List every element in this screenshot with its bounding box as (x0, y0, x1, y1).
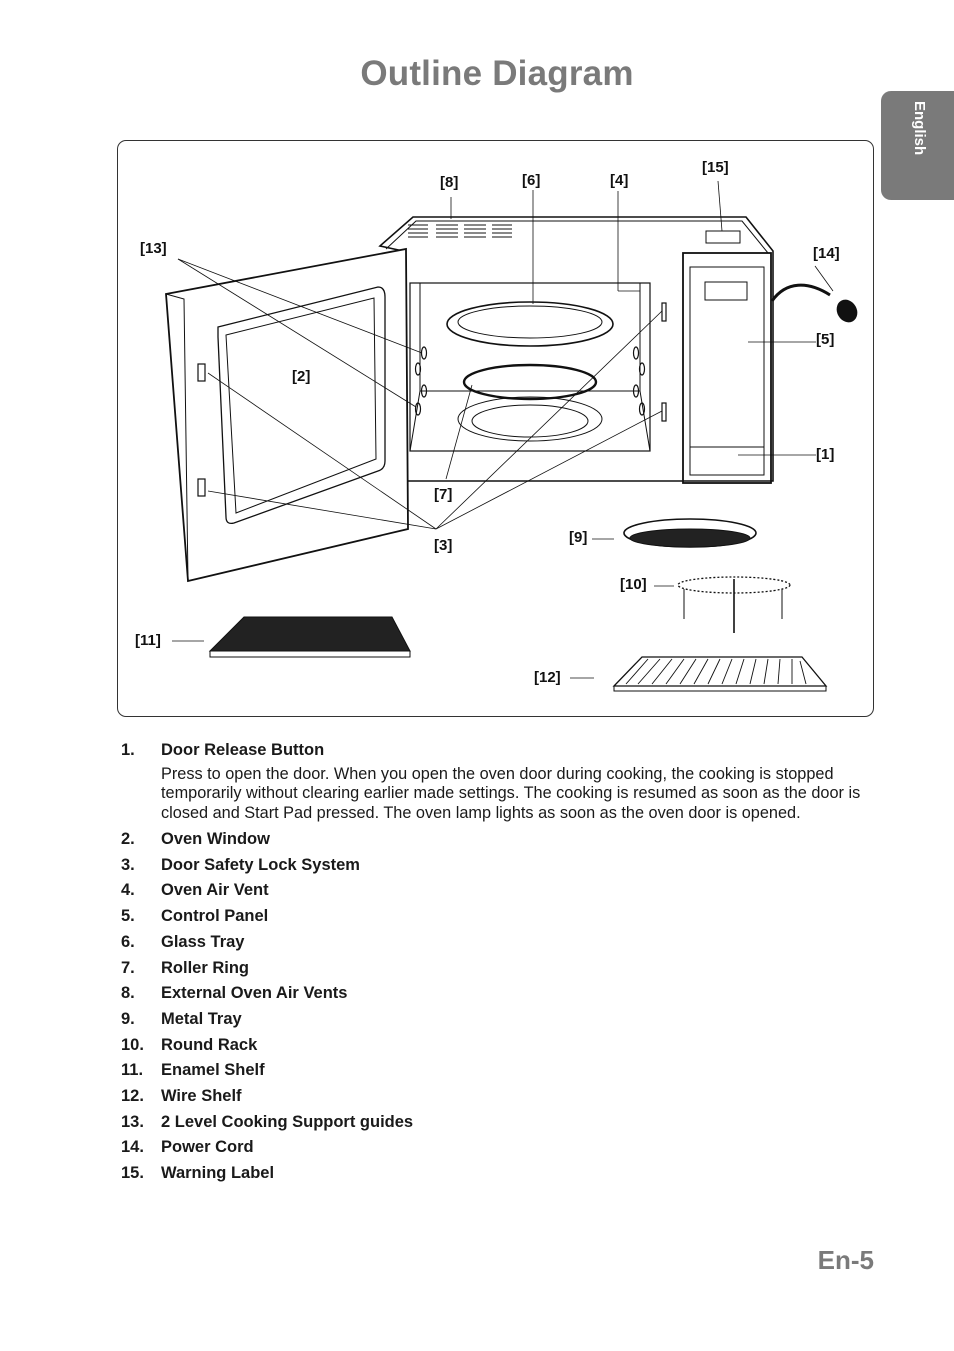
item-description: Press to open the door. When you open the oven door during cooking, the cooking is stopped temporarily without clearing earlier made settings. The cooking is resumed as soon as the door is closed and Start Pad pressed. The oven lamp lights as soon as the oven door is opened. (161, 764, 861, 823)
item-label: Door Safety Lock System (161, 855, 360, 874)
item-number: 3. (121, 855, 135, 874)
item-label: External Oven Air Vents (161, 984, 348, 1003)
callout-14: [14] (813, 245, 840, 262)
item-number: 4. (121, 881, 135, 900)
glass-tray (447, 302, 613, 346)
item-number: 10. (121, 1035, 144, 1054)
callout-15: [15] (702, 159, 729, 176)
page-title: Outline Diagram (360, 54, 634, 93)
callout-10: [10] (620, 576, 647, 593)
list-item (121, 1138, 881, 1164)
list-item (121, 830, 881, 856)
item-label: Glass Tray (161, 932, 245, 951)
item-number: 5. (121, 907, 135, 926)
page-number: En-5 (817, 1245, 874, 1275)
callout-5: [5] (816, 331, 835, 348)
list-item (121, 1164, 881, 1190)
item-number: 13. (121, 1112, 144, 1131)
item-label: Roller Ring (161, 958, 250, 977)
parts-list (121, 741, 881, 1190)
list-item (121, 933, 881, 959)
item-number: 15. (121, 1164, 144, 1183)
language-tab (881, 91, 954, 200)
item-label: Oven Air Vent (161, 881, 269, 900)
item-label: Control Panel (161, 907, 269, 926)
list-item (121, 1087, 881, 1113)
oven-body (380, 217, 773, 481)
list-item (121, 1010, 881, 1036)
callout-2: [2] (292, 368, 311, 385)
item-number: 11. (121, 1061, 144, 1080)
item-label: 2 Level Cooking Support guides (161, 1112, 414, 1131)
callout-13: [13] (140, 240, 167, 257)
item-label: Round Rack (161, 1035, 258, 1054)
callout-9: [9] (569, 529, 588, 546)
item-number: 6. (121, 932, 135, 951)
enamel-shelf (210, 617, 410, 651)
item-label: Power Cord (161, 1138, 254, 1157)
list-item (121, 741, 881, 767)
power-cord (772, 285, 830, 301)
item-number: 14. (121, 1138, 144, 1157)
callout-4: [4] (610, 172, 629, 189)
item-label: Wire Shelf (161, 1086, 242, 1105)
callout-1: [1] (816, 446, 835, 463)
language-tab-label: English (911, 101, 928, 156)
list-item (121, 1036, 881, 1062)
item-label: Metal Tray (161, 1009, 242, 1028)
item-number: 2. (121, 830, 135, 849)
microwave-illustration (118, 141, 873, 716)
list-item (121, 881, 881, 907)
list-item (121, 856, 881, 882)
callout-7: [7] (434, 486, 453, 503)
item-label: Enamel Shelf (161, 1061, 265, 1080)
callout-3: [3] (434, 537, 453, 554)
callout-12: [12] (534, 669, 561, 686)
item-label: Warning Label (161, 1164, 275, 1183)
list-item (121, 1113, 881, 1139)
item-label: Door Release Button (161, 741, 325, 759)
outline-diagram (117, 140, 874, 717)
item-number: 8. (121, 984, 135, 1003)
callout-6: [6] (522, 172, 541, 189)
item-number: 9. (121, 1009, 135, 1028)
item-label: Oven Window (161, 830, 270, 849)
list-item (121, 907, 881, 933)
item-number: 7. (121, 958, 135, 977)
callout-8: [8] (440, 174, 459, 191)
item-number: 1. (121, 741, 135, 759)
callout-11: [11] (135, 632, 161, 649)
list-item (121, 959, 881, 985)
list-item (121, 984, 881, 1010)
item-number: 12. (121, 1086, 144, 1105)
list-item (121, 1061, 881, 1087)
